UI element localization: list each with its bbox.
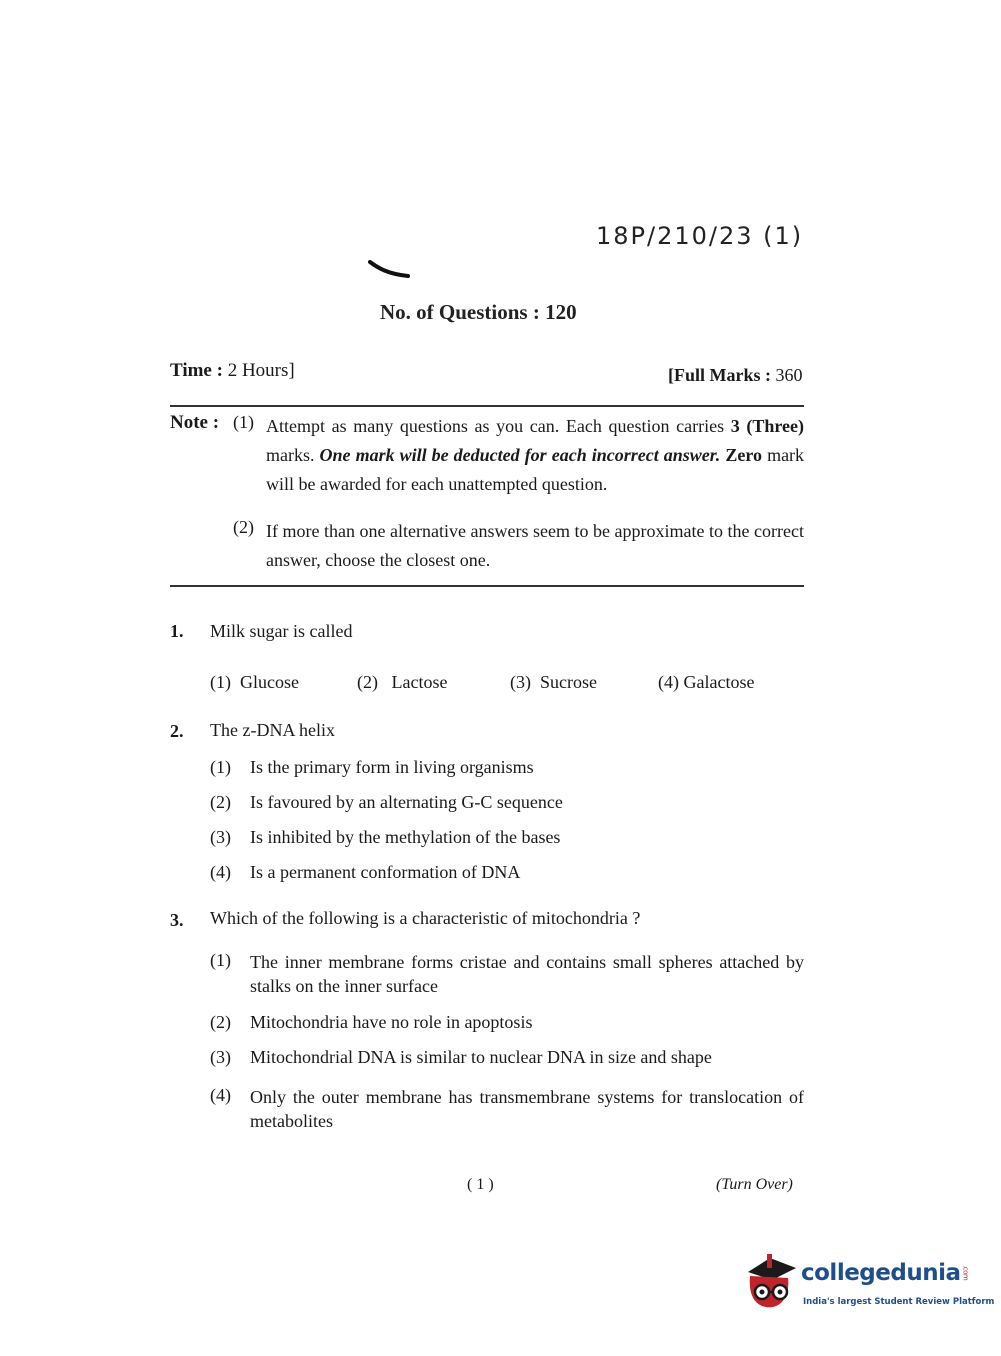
option-text: Galactose [683, 672, 755, 692]
question-2-option-4 [210, 862, 520, 883]
option-text: Mitochondrial DNA is similar to nuclear DNA in size and shape [250, 1047, 712, 1067]
note-item-1-marks-word: marks. [266, 445, 315, 465]
option-text: Mitochondria have no role in apoptosis [250, 1012, 533, 1032]
page-number: ( 1 ) [467, 1176, 494, 1193]
option-text: The inner membrane forms cristae and contains small spheres attached by stalks on the inner surface [250, 952, 804, 996]
question-1-text: Milk sugar is called [210, 621, 353, 641]
divider-top [170, 405, 804, 407]
note-item-1 [266, 412, 804, 499]
option-text: Sucrose [540, 672, 597, 692]
note-item-2-number: (2) [233, 517, 254, 537]
divider-bottom [170, 585, 804, 587]
question-2-text: The z-DNA helix [210, 720, 335, 740]
option-number: (1) [210, 950, 231, 970]
collegedunia-wordmark [801, 1260, 969, 1286]
collegedunia-tagline: India's largest Student Review Platform [803, 1297, 995, 1307]
time-label: Time : [170, 360, 223, 381]
marks-value: 360 [775, 365, 803, 385]
question-3-option-1 [210, 950, 804, 998]
question-2-option-3 [210, 827, 560, 848]
questions-count: No. of Questions : 120 [380, 300, 577, 324]
option-text: Is a permanent conformation of DNA [250, 862, 521, 882]
note-item-1-negative: One mark will be deducted for each incorrect answer. [319, 445, 721, 465]
note-item-1-number: (1) [233, 412, 254, 432]
brand-name: collegedunia [801, 1260, 961, 1286]
option-number: (1) [210, 672, 231, 692]
option-number: (2) [210, 792, 231, 812]
note-item-1-marks: 3 (Three) [730, 416, 804, 436]
paper-code: 18P/210/23 (1) [596, 222, 804, 250]
brand-suffix: .com [961, 1264, 970, 1280]
question-2-number: 2. [170, 721, 184, 741]
option-text: Is inhibited by the methylation of the bases [250, 827, 561, 847]
question-2-option-2 [210, 792, 563, 813]
question-1-option-1 [210, 672, 299, 693]
option-number: (1) [210, 757, 231, 777]
question-2-option-1 [210, 757, 534, 778]
question-3-text: Which of the following is a characteristic of mitochondria ? [210, 908, 641, 928]
option-number: (3) [210, 1047, 231, 1067]
note-label: Note : [170, 412, 220, 433]
question-1-option-2 [357, 672, 447, 693]
turn-over-label: (Turn Over) [716, 1176, 793, 1193]
option-text: Is favoured by an alternating G-C sequence [250, 792, 563, 812]
option-number: (4) [658, 672, 679, 692]
full-marks [668, 365, 803, 386]
question-3-option-3 [210, 1047, 712, 1068]
note-item-1-text: Attempt as many questions as you can. Each question carries [266, 416, 725, 436]
question-1-option-4 [658, 672, 754, 693]
option-number: (2) [357, 672, 378, 692]
option-number: (4) [210, 862, 231, 882]
option-text: Lactose [391, 672, 448, 692]
note-item-2: If more than one alternative answers seem to be approximate to the correct answer, choose the closest one. [266, 521, 804, 570]
option-number: (3) [510, 672, 531, 692]
pen-tick-mark [368, 258, 410, 280]
collegedunia-mascot-icon [740, 1250, 800, 1312]
option-text: Glucose [240, 672, 299, 692]
time-value: 2 Hours] [227, 360, 295, 381]
marks-label: [Full Marks : [668, 365, 771, 385]
question-1-option-3 [510, 672, 597, 693]
option-text: Is the primary form in living organisms [250, 757, 534, 777]
option-text: Only the outer membrane has transmembrane systems for translocation of metabolites [250, 1087, 804, 1131]
question-1-number: 1. [170, 621, 184, 641]
option-number: (3) [210, 827, 231, 847]
question-3-option-4 [210, 1085, 804, 1133]
time-allowed [170, 360, 295, 382]
note-item-1-unattempted: mark will be awarded for each unattempted question. [266, 445, 805, 494]
question-3-number: 3. [170, 910, 184, 930]
option-number: (4) [210, 1085, 231, 1105]
note-item-1-zero: Zero [725, 445, 763, 465]
option-number: (2) [210, 1012, 231, 1032]
question-3-option-2 [210, 1012, 532, 1033]
